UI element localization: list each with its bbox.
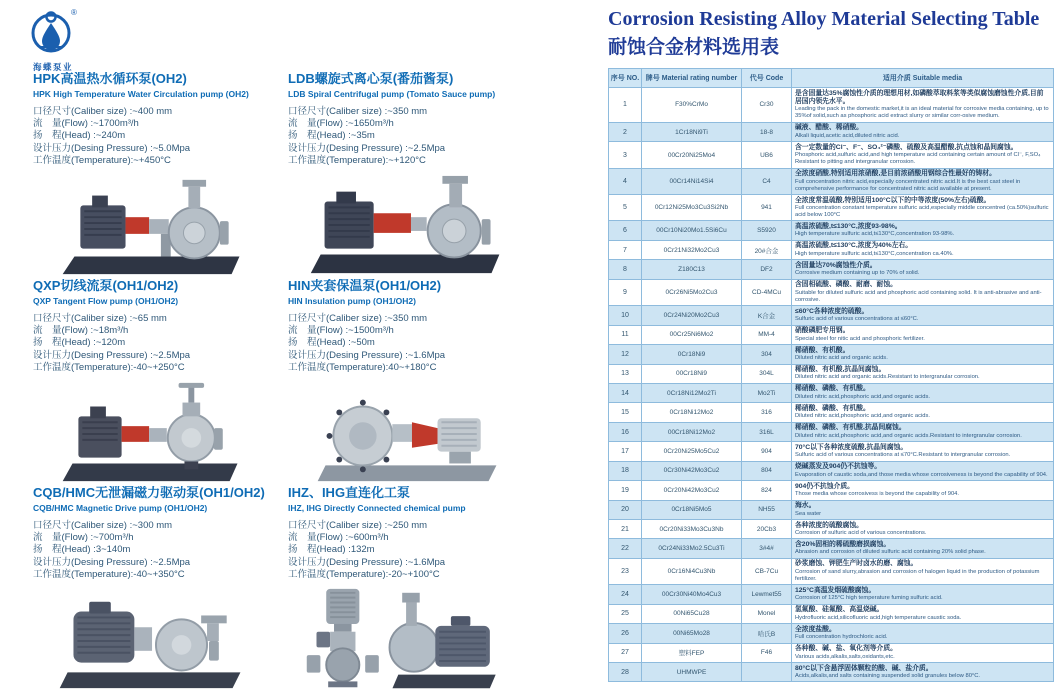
cell-code: C4 [742,168,792,194]
cell-media [792,585,1054,604]
table-row [609,260,1054,279]
media-chinese: 稀硝酸、有机酸。 [795,346,850,354]
media-english: High temperature sulfuric acid,t≤130°C,concentration ca.40%. [795,250,954,257]
cell-no: 23 [609,558,642,584]
cell-code: 941 [742,195,792,221]
spec-line: 扬 程(Head) :3~140m [33,544,131,556]
table-row [609,168,1054,194]
spec-line: 流 量(Flow) :~700m³/h [33,532,134,544]
cell-no: 26 [609,624,642,643]
cell-media [792,442,1054,461]
cell-media [792,383,1054,402]
cell-code: K合金 [742,306,792,325]
qxp-pump-image [55,379,255,486]
product-title-en: CQB/HMC Magnetic Drive pump (OH1/OH2) [33,502,208,513]
cell-material: 0Cr18Ni9 [642,345,742,364]
media-english: Diluted nitric acid,phosphoric acid,and organic acids.Resistant to intergranular corrosion. [795,432,1022,439]
cell-no: 10 [609,306,642,325]
cell-code: 824 [742,481,792,500]
table-row [609,624,1054,643]
media-english: Suitable for diluted sulfuric acid and phosphoric acid containing solid. It is anti-abrasive and anti-corrosive. [795,289,1042,303]
media-english: Special steel for nitic acid and phosphoric fertilizer. [795,335,925,342]
spec-line: 流 量(Flow) :~600m³/h [288,532,389,544]
table-row [609,142,1054,168]
media-english: Abrasion and corrosion of diluted sulfuric acid containing 20% solid phase. [795,549,986,556]
cell-no: 12 [609,345,642,364]
cell-code: 316L [742,422,792,441]
cell-code: CD-4MCu [742,279,792,305]
cell-material: 0Cr12Ni25Mo3Cu3Si2Nb [642,195,742,221]
spec-line: 口径尺寸(Caliber size) :~65 mm [33,312,167,324]
spec-line: 扬 程(Head) :~240m [33,130,126,142]
table-row [609,240,1054,259]
cell-material: 00Cr18Ni9 [642,364,742,383]
spec-line: 口径尺寸(Caliber size) :~350 mm [288,312,428,324]
spec-line: 扬 程(Head) :~50m [288,337,375,349]
cell-code: UB6 [742,142,792,168]
media-chinese: 含固相硫酸、磷酸、耐磨、耐蚀。 [795,281,897,289]
media-chinese: 全浓度常温硫酸,特别适用100°C以下的中等浓度(50%左右)硫酸。 [795,196,991,204]
media-english: Full concentration constant temperature sulfuric acid,especially middle concentred (ca.50%)sulfuric acid below 100°C [795,205,1049,219]
spec-line: 设计压力(Desing Pressure) :~5.0Mpa [33,142,191,154]
alloy-table-section [608,8,1055,682]
cell-code: 20Cb3 [742,520,792,539]
media-english: Hydrofluoric acid,silicofluoric acid,high temperature caustic soda. [795,614,962,621]
product-title-en: LDB Spiral Centrifugal pump (Tomato Sauce pump) [288,88,496,99]
table-title-cn: 耐蚀合金材料选用表 [608,37,780,58]
media-english: Corrosion of 125°C high temperature fuming sulfuric acid. [795,595,943,602]
spec-line: 流 量(Flow) :~18m³/h [33,325,129,337]
spec-line: 设计压力(Desing Pressure) :~2.5Mpa [33,349,191,361]
media-chinese: 各种浓度的硫酸腐蚀。 [795,521,863,529]
cell-media [792,364,1054,383]
cell-media [792,624,1054,643]
products-grid [33,72,578,693]
cell-media [792,221,1054,240]
table-row [609,325,1054,344]
pump-photo [288,584,531,693]
cell-no: 19 [609,481,642,500]
table-row [609,403,1054,422]
cell-no: 21 [609,520,642,539]
product-title-en: QXP Tangent Flow pump (OH1/OH2) [33,295,179,306]
media-chinese: 125°C高温发烟硫酸腐蚀。 [795,586,876,594]
cell-material: 00Cr18Ni12Mo2 [642,422,742,441]
cell-code: Lewmet55 [742,585,792,604]
hin-pump-image [310,379,510,486]
media-chinese: 高温浓硫酸,t≤130°C,浓度93-98%。 [795,222,902,230]
company-logo [24,6,82,73]
product-section [288,279,543,486]
table-row [609,88,1054,123]
cell-no: 16 [609,422,642,441]
media-chinese: 含一定数量的Cl⁻、F⁻、SO₄²⁻磷酸、硫酸及高温醋酸,抗点蚀和晶间腐蚀。 [795,143,1018,151]
cell-code: 904 [742,442,792,461]
pump-logo-icon [26,6,80,56]
cell-material: 0Cr24Ni33Mo2.5Cu3Ti [642,539,742,558]
media-english: Diluted nitric acid,phosphoric acid,and organic acids. [795,413,931,420]
product-title-en: HPK High Temperature Water Circulation pump (OH2) [33,88,249,99]
cell-code: DF2 [742,260,792,279]
cell-no: 18 [609,461,642,480]
header-no: 序号 NO. [609,69,642,88]
product-specs [33,520,276,581]
cell-material: UHMWPE [642,663,742,682]
table-row [609,122,1054,141]
media-chinese: 全浓度硝酸,特别适用浓硝酸,是目前浓硝酸用钢综合性最好的铸材。 [795,170,996,178]
product-title-cn: IHZ、IHG直连化工泵 [288,486,411,500]
cell-material: 0Cr30Ni42Mo3Cu2 [642,461,742,480]
cell-no: 2 [609,122,642,141]
cell-code: 18-8 [742,122,792,141]
cell-media [792,539,1054,558]
cell-code: 804 [742,461,792,480]
cell-media [792,88,1054,123]
cell-no: 22 [609,539,642,558]
media-english: Phosphoric acid,sulfuric acid,and high temperature acid containing certain amount of Cl⁻, F,SO₄ Resistant to pitting and intergranular corrosion. [795,152,1041,166]
table-row [609,643,1054,662]
product-specs [33,313,276,374]
media-english: Full concentration hydrochloric acid. [795,634,888,641]
media-english: Evaporation of caustic soda,and those media whose corrosiveness is beyond the capability of 904. [795,471,1048,478]
media-english: Full concentration nitric acid,especially concentrated nitric acid.It is the best cast steel in comprehensive performance for concentrated nitric acid available at present. [795,178,1021,192]
spec-line: 扬 程(Head) :~35m [288,130,375,142]
product-section [33,486,288,693]
cell-media [792,604,1054,623]
cell-material: 0Cr24Ni20Mo2Cu3 [642,306,742,325]
cqb-pump-image [52,586,257,693]
cell-code: 20#合金 [742,240,792,259]
alloy-table [608,68,1054,682]
spec-line: 工作温度(Temperature):-40~+250°C [33,361,185,373]
cell-media [792,500,1054,519]
cell-media [792,461,1054,480]
cell-no: 24 [609,585,642,604]
cell-code: F46 [742,643,792,662]
cell-no: 6 [609,221,642,240]
media-chinese: 硝酸磷肥专用钢。 [795,327,850,335]
media-chinese: 砂浆磨蚀、钾肥生产时卤水的磨、腐蚀。 [795,560,918,568]
cell-media [792,279,1054,305]
table-row [609,539,1054,558]
media-chinese: 稀硝酸、磷酸、有机酸,抗晶间腐蚀。 [795,424,906,432]
hpk-pump-image [55,172,255,279]
cell-media [792,481,1054,500]
cell-media [792,260,1054,279]
product-title-cn: HPK高温热水循环泵(OH2) [33,72,187,86]
cell-no: 3 [609,142,642,168]
cell-no: 7 [609,240,642,259]
table-row [609,585,1054,604]
table-row [609,306,1054,325]
cell-material: 00Cr25Ni6Mo2 [642,325,742,344]
cell-material: 0Cr21Ni32Mo2Cu3 [642,240,742,259]
media-chinese: 904仍不抗蚀介质。 [795,482,854,490]
cell-code: Monel [742,604,792,623]
media-chinese: 80°C以下含悬浮固体颗粒的酸、碱、盐介质。 [795,664,933,672]
cell-media [792,663,1054,682]
table-row [609,604,1054,623]
cell-no: 20 [609,500,642,519]
cell-no: 9 [609,279,642,305]
cell-material: 0Cr18Ni5Mo5 [642,500,742,519]
cell-code: MM-4 [742,325,792,344]
media-chinese: 高温浓硫酸,t≤130°C,浓度为40%左右。 [795,242,913,250]
table-row [609,520,1054,539]
spec-line: 流 量(Flow) :~1500m³/h [288,325,394,337]
spec-line: 设计压力(Desing Pressure) :~1.6Mpa [288,349,446,361]
media-english: Various acids,alkalis,salts,oxidants,etc. [795,653,895,660]
product-title-cn: CQB/HMC无泄漏磁力驱动泵(OH1/OH2) [33,486,265,500]
product-title-en: HIN Insulation pump (OH1/OH2) [288,295,416,306]
table-row [609,663,1054,682]
cell-no: 17 [609,442,642,461]
pump-photo [288,170,531,279]
header-code: 代号 Code [742,69,792,88]
product-specs [288,520,531,581]
media-english: Sulfuric acid of various concentrations at ≤60°C. [795,316,919,323]
pump-photo [33,377,276,486]
table-row [609,383,1054,402]
spec-line: 口径尺寸(Caliber size) :~250 mm [288,519,428,531]
spec-line: 扬 程(Head) :132m [288,544,375,556]
product-title-cn: QXP切线流泵(OH1/OH2) [33,279,179,293]
cell-no: 11 [609,325,642,344]
media-chinese: 稀硝酸、有机酸,抗晶间腐蚀。 [795,366,886,373]
cell-no: 15 [609,403,642,422]
product-title-en: IHZ, IHG Directly Connected chemical pump [288,502,466,513]
media-chinese: 烧碱蒸发及904仍不抗蚀等。 [795,463,882,471]
spec-line: 流 量(Flow) :~1650m³/h [288,118,394,130]
media-english: Leading the pack in the domestic market,it is an ideal material for corrosive media containing, up to 35%of solid,such as phosphoric acid extract slurry or similar corr-osive medium. [795,106,1049,120]
spec-line: 设计压力(Desing Pressure) :~2.5Mpa [33,556,191,568]
cell-material: 00Cr30Ni40Mo4Cu3 [642,585,742,604]
media-chinese: 全浓度盐酸。 [795,625,836,633]
cell-code: S5920 [742,221,792,240]
media-chinese: 稀硝酸、磷酸、有机酸。 [795,385,870,393]
table-body [609,88,1054,682]
header-media: 适用介质 Suitable media [792,69,1054,88]
cell-material: 0Cr18Ni12Mo2 [642,403,742,422]
cell-media [792,195,1054,221]
media-chinese: 各种酸、碱、盐、氧化剂等介质。 [795,645,897,653]
cell-material: 0Cr20Ni42Mo3Cu2 [642,481,742,500]
cell-material: 0Cr16Ni4Cu3Nb [642,558,742,584]
media-chinese: 是含固量达35%腐蚀性介质的理想用材,如磷酸萃取料浆等类似腐蚀磨蚀性介质,目前居国内领先水平。 [795,89,1044,105]
cell-no: 14 [609,383,642,402]
cell-media [792,142,1054,168]
cell-media [792,240,1054,259]
cell-code: 304L [742,364,792,383]
cell-material: 00Cr14Ni14Si4 [642,168,742,194]
media-chinese: 70°C以下各种浓度硫酸,抗晶间腐蚀。 [795,443,908,451]
product-section [33,72,288,279]
table-row [609,442,1054,461]
spec-line: 扬 程(Head) :~120m [33,337,126,349]
cell-media [792,422,1054,441]
cell-no: 8 [609,260,642,279]
media-chinese: 含固量达70%腐蚀性介质。 [795,261,877,269]
cell-material: 00Ni65Cu28 [642,604,742,623]
media-chinese: ≤60°C各种浓度的硫酸。 [795,307,869,315]
ihz-ihg-pump-image [302,585,517,693]
product-specs [288,106,531,167]
spec-line: 工作温度(Temperature):-20~+100°C [288,568,440,580]
cell-code: 304 [742,345,792,364]
svg-text:®: ® [71,8,77,17]
table-row [609,221,1054,240]
cell-media [792,643,1054,662]
company-name: 海蝶泵业 [32,62,73,72]
media-english: Sea water [795,510,822,517]
cell-code: 哈氏B [742,624,792,643]
cell-material: 0Cr20Ni33Mo3Cu3Nb [642,520,742,539]
media-english: Diluted nitric acid and organic acids. [795,355,888,362]
media-english: Diluted nitric acid and organic acids.Resistant to intergranular corrosion. [795,374,980,381]
table-row [609,345,1054,364]
media-english: High temperature sulfuric acid,t≤130°C,concentration 93-98%. [795,231,955,238]
spec-line: 口径尺寸(Caliber size) :~300 mm [33,519,173,531]
cell-code: 316 [742,403,792,422]
cell-media [792,325,1054,344]
table-row [609,195,1054,221]
ldb-pump-image [305,172,515,279]
table-title-en: Corrosion Resisting Alloy Material Selecting Table [608,8,1040,30]
cell-material: 00Cr10Ni20Mo1.5Si6Cu [642,221,742,240]
cell-code: 3#4# [742,539,792,558]
spec-line: 工作温度(Temperature):-40~+350°C [33,568,185,580]
cell-media [792,403,1054,422]
media-chinese: 氢氟酸、硅氟酸、高温烧碱。 [795,606,884,614]
cell-material: 00Cr20Ni25Mo4 [642,142,742,168]
cell-code: Mo2Ti [742,383,792,402]
product-section [288,72,543,279]
cell-media [792,306,1054,325]
cell-media [792,122,1054,141]
cell-material: 0Cr20Ni25Mo5Cu2 [642,442,742,461]
cell-media [792,168,1054,194]
pump-photo [33,170,276,279]
media-chinese: 含20%固相的稀硫酸磨损腐蚀。 [795,540,891,548]
cell-no: 5 [609,195,642,221]
product-title-cn: LDB螺旋式离心泵(番茄酱泵) [288,72,454,86]
media-chinese: 海水。 [795,502,816,510]
cell-code [742,663,792,682]
product-section [33,279,288,486]
product-title-cn: HIN夹套保温泵(OH1/OH2) [288,279,442,293]
cell-material: 0Cr18Ni12Mo2Ti [642,383,742,402]
spec-line: 工作温度(Temperature):40~+180°C [288,361,437,373]
pump-photo [33,584,276,693]
product-specs [33,106,276,167]
product-specs [288,313,531,374]
media-chinese: 碱液、醋酸、稀硝酸。 [795,124,863,132]
cell-code: CB-7Cu [742,558,792,584]
cell-material: 00Ni65Mo28 [642,624,742,643]
media-english: Those media whose corrosivess is beyond the capability of 904. [795,491,960,498]
cell-material: 0Cr26Ni5Mo2Cu3 [642,279,742,305]
header-material: 牌号 Material rating number [642,69,742,88]
cell-code: Cr30 [742,88,792,123]
media-english: Corrosion of sand slurry,abrasion and corrosion of halogen liquid in the production of potassium fertilizer. [795,568,1040,582]
product-section [288,486,543,693]
media-english: Diluted nitric acid,phosphoric acid,and organic acids. [795,393,931,400]
table-row [609,481,1054,500]
cell-media [792,558,1054,584]
cell-no: 27 [609,643,642,662]
spec-line: 设计压力(Desing Pressure) :~2.5Mpa [288,142,446,154]
spec-line: 设计压力(Desing Pressure) :~1.6Mpa [288,556,446,568]
cell-no: 1 [609,88,642,123]
media-chinese: 稀硝酸、磷酸、有机酸。 [795,404,870,412]
cell-no: 28 [609,663,642,682]
cell-media [792,520,1054,539]
table-row [609,461,1054,480]
media-english: Corrosion of sulfuric acid of various concentrations. [795,529,927,536]
table-row [609,364,1054,383]
table-row [609,422,1054,441]
spec-line: 流 量(Flow) :~1700m³/h [33,118,139,130]
table-row [609,558,1054,584]
cell-no: 25 [609,604,642,623]
spec-line: 工作温度(Temperature):~+120°C [288,154,426,166]
cell-material: F30%CrMo [642,88,742,123]
table-header [609,69,1054,88]
table-row [609,500,1054,519]
spec-line: 口径尺寸(Caliber size) :~350 mm [288,105,428,117]
media-english: Alkali liquid,acetic acid,diluted nitric acid. [795,132,900,139]
cell-code: NH55 [742,500,792,519]
cell-material: Z180C13 [642,260,742,279]
cell-material: 塑料FEP [642,643,742,662]
cell-no: 4 [609,168,642,194]
cell-material: 1Cr18Ni9Ti [642,122,742,141]
table-row [609,279,1054,305]
pump-photo [288,377,531,486]
spec-line: 工作温度(Temperature):~+450°C [33,154,171,166]
media-english: Sulfuric acid of various concentrations at ≤70°C.Resistant to intergranular corrosion. [795,452,1011,459]
media-english: Corrosive medium containing up to 70% of solid. [795,270,920,277]
media-english: Acids,alkalis,and salts containing suspended solid granules below 80°C. [795,673,981,679]
cell-media [792,345,1054,364]
cell-no: 13 [609,364,642,383]
spec-line: 口径尺寸(Caliber size) :~400 mm [33,105,173,117]
